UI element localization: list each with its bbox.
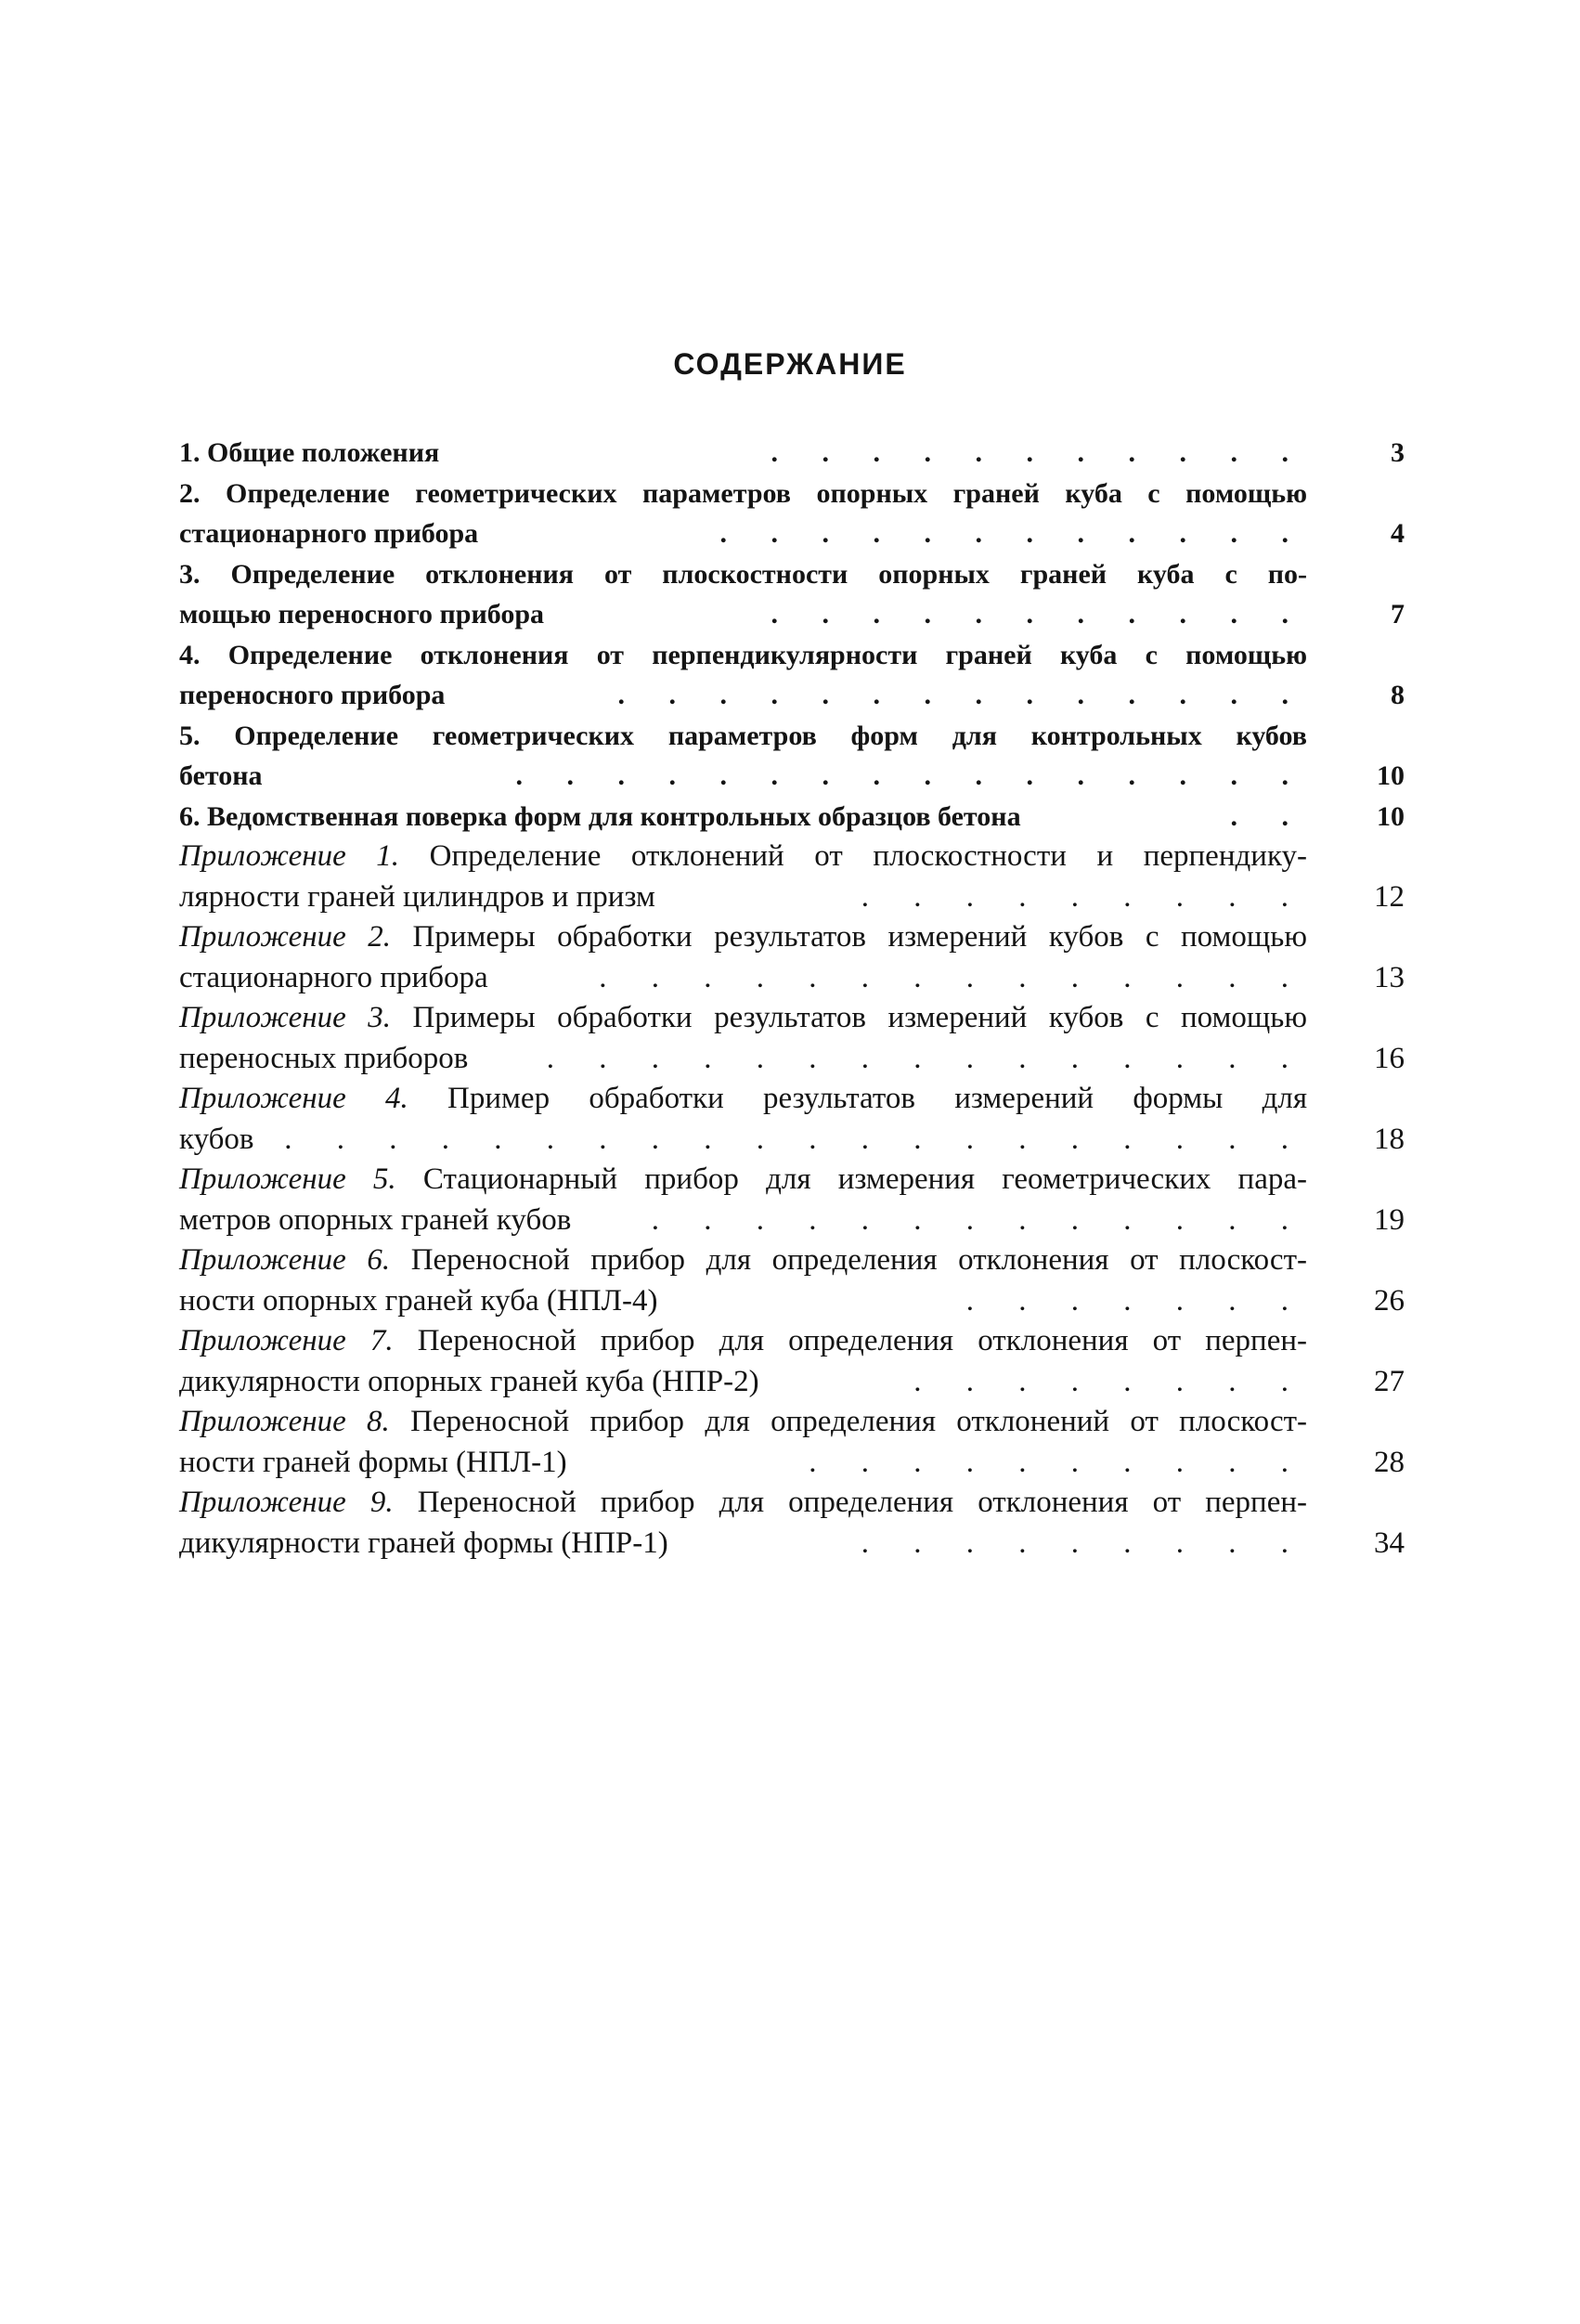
leader-dots: . . . . . . . . . . . . . . . . . . . . xyxy=(284,1122,1307,1156)
page-title: СОДЕРЖАНИЕ xyxy=(673,347,907,381)
toc-entry[interactable] xyxy=(179,1402,1405,1483)
toc-entry-title: 4. Определение отклонения от перпендикулярности граней куба с помощью xyxy=(179,639,1307,670)
toc-entry-title: дикулярности опорных граней куба (НПР-2) xyxy=(179,1364,759,1398)
toc-entry-line xyxy=(179,1240,1405,1281)
appendix-label: Приложение 4. xyxy=(179,1082,408,1115)
toc-entry-text xyxy=(179,635,1307,676)
toc-entry-title: Переносной прибор для определения отклонения от перпен- xyxy=(393,1486,1307,1519)
toc-entry-line xyxy=(179,1201,1405,1241)
toc-entry-line xyxy=(179,474,1405,514)
toc-entry-title: переносного прибора xyxy=(179,680,446,710)
toc-entry-title: Переносной прибор для определения отклонения от плоскост- xyxy=(390,1243,1307,1277)
leader-dots: . . . . . . . . . . xyxy=(809,1445,1307,1479)
toc-entry-line xyxy=(179,756,1405,797)
leader-dots: . . . . . . . xyxy=(965,1283,1307,1318)
toc-entry-text xyxy=(179,1321,1307,1362)
page-number: 18 xyxy=(1374,1122,1405,1156)
toc-entry-title: 1. Общие положения xyxy=(179,437,440,468)
leader-dots: . . xyxy=(1230,800,1307,832)
leader-dots: . . . . . . . . . . . . . . . . xyxy=(515,760,1307,791)
toc-entry-title: Переносной прибор для определения отклонения от перпен- xyxy=(393,1324,1307,1357)
toc-entry-text xyxy=(179,958,488,999)
appendix-label: Приложение 7. xyxy=(179,1324,394,1357)
leader-dots: . . . . . . . . . . . . xyxy=(719,518,1307,549)
appendix-label: Приложение 2. xyxy=(179,920,391,954)
toc-entry-line xyxy=(179,675,1405,716)
appendix-label: Приложение 9. xyxy=(179,1486,394,1519)
toc-entry-title: 2. Определение геометрических параметров опорных граней куба с помощью xyxy=(179,477,1307,509)
toc-entry-text xyxy=(179,675,445,716)
toc-entry-title: Примеры обработки результатов измерений кубов с помощью xyxy=(390,920,1307,954)
toc-entry-text xyxy=(179,1039,468,1080)
appendix-label: Приложение 8. xyxy=(179,1405,390,1438)
toc-entry-title: ности опорных граней куба (НПЛ-4) xyxy=(179,1283,658,1318)
leader-dots: . . . . . . . . . . . . . . xyxy=(599,960,1307,994)
page-number: 8 xyxy=(1391,680,1405,710)
toc-entry-line xyxy=(179,554,1405,595)
appendix-label: Приложение 3. xyxy=(179,1001,391,1034)
toc-entry-text xyxy=(179,998,1307,1039)
page-number: 34 xyxy=(1374,1526,1405,1560)
toc-entry-text xyxy=(179,513,478,554)
toc-entry-text xyxy=(179,594,544,635)
toc-entry-text xyxy=(179,1281,657,1322)
page-number: 13 xyxy=(1374,960,1405,994)
toc-entry-text xyxy=(179,474,1307,514)
toc-entry-text xyxy=(179,877,655,918)
appendix-label: Приложение 6. xyxy=(179,1243,391,1277)
toc-entry-title: стационарного прибора xyxy=(179,518,479,549)
toc-entry-line xyxy=(179,635,1405,676)
toc-entry-title: метров опорных граней кубов xyxy=(179,1202,572,1237)
toc-entry-title: Стационарный прибор для измерения геометрических пара- xyxy=(395,1162,1307,1196)
toc-entry-title: переносных приборов xyxy=(179,1041,469,1075)
leader-dots: . . . . . . . . . xyxy=(861,879,1307,914)
leader-dots: . . . . . . . . . xyxy=(861,1526,1307,1560)
toc-entry-text xyxy=(179,797,1021,837)
page-number: 26 xyxy=(1374,1283,1405,1318)
toc-entry[interactable] xyxy=(179,917,1405,998)
toc-entry-line xyxy=(179,1160,1405,1201)
toc-entry-line xyxy=(179,1281,1405,1322)
toc-entry[interactable] xyxy=(179,1321,1405,1402)
toc-entry[interactable] xyxy=(179,635,1405,716)
toc-entry-line xyxy=(179,716,1405,757)
table-of-contents xyxy=(179,433,1405,1564)
leader-dots: . . . . . . . . . . . xyxy=(771,599,1307,630)
toc-entry-line xyxy=(179,1079,1405,1120)
toc-entry-title: Примеры обработки результатов измерений кубов с помощью xyxy=(390,1001,1307,1034)
toc-entry-title: 5. Определение геометрических параметров форм для контрольных кубов xyxy=(179,720,1307,751)
toc-entry-title: мощью переносного прибора xyxy=(179,599,545,630)
toc-entry-line xyxy=(179,1321,1405,1362)
toc-entry-line xyxy=(179,433,1405,474)
toc-entry-line xyxy=(179,1524,1405,1564)
toc-entry-title: Переносной прибор для определения отклонений от плоскост- xyxy=(389,1405,1307,1438)
toc-entry-text xyxy=(179,1483,1307,1524)
toc-entry[interactable] xyxy=(179,837,1405,917)
toc-entry[interactable] xyxy=(179,716,1405,797)
toc-entry[interactable] xyxy=(179,433,1405,474)
toc-entry-line xyxy=(179,958,1405,999)
toc-entry-text xyxy=(179,1524,668,1564)
appendix-label: Приложение 5. xyxy=(179,1162,396,1196)
toc-entry[interactable] xyxy=(179,998,1405,1079)
toc-entry-line xyxy=(179,1402,1405,1443)
toc-entry-line xyxy=(179,594,1405,635)
toc-entry-text xyxy=(179,1160,1307,1201)
toc-entry-title: лярности граней цилиндров и призм xyxy=(179,879,655,914)
toc-entry[interactable] xyxy=(179,1483,1405,1564)
toc-entry-title: стационарного прибора xyxy=(179,960,488,994)
toc-entry-text xyxy=(179,1120,254,1161)
toc-entry-text xyxy=(179,433,439,474)
leader-dots: . . . . . . . . . . . . . . . xyxy=(546,1041,1307,1075)
toc-entry-text xyxy=(179,554,1307,595)
toc-entry-title: Пример обработки результатов измерений формы для xyxy=(408,1082,1308,1115)
toc-entry-text xyxy=(179,1402,1307,1443)
toc-entry-line xyxy=(179,1039,1405,1080)
toc-entry-line xyxy=(179,917,1405,958)
toc-entry-line xyxy=(179,1483,1405,1524)
toc-entry[interactable] xyxy=(179,1160,1405,1240)
toc-entry-text xyxy=(179,756,263,797)
toc-entry-text xyxy=(179,1443,567,1484)
toc-entry-title: бетона xyxy=(179,760,263,791)
toc-entry-line xyxy=(179,1443,1405,1484)
toc-entry-line xyxy=(179,877,1405,918)
page-number: 16 xyxy=(1374,1041,1405,1075)
toc-entry-line xyxy=(179,797,1405,837)
page-number: 7 xyxy=(1391,599,1405,630)
toc-entry-title: дикулярности граней формы (НПР-1) xyxy=(179,1526,668,1560)
toc-entry-text xyxy=(179,1201,571,1241)
page-number: 10 xyxy=(1377,800,1405,832)
toc-entry-title: 3. Определение отклонения от плоскостности опорных граней куба с по- xyxy=(179,558,1307,590)
toc-entry[interactable] xyxy=(179,797,1405,837)
toc-entry-line xyxy=(179,998,1405,1039)
page-number: 19 xyxy=(1374,1202,1405,1237)
toc-entry-text xyxy=(179,917,1307,958)
page-number: 4 xyxy=(1391,518,1405,549)
leader-dots: . . . . . . . . . . . . . . xyxy=(617,680,1307,710)
toc-entry-text xyxy=(179,1079,1307,1120)
toc-entry-title: 6. Ведомственная поверка форм для контрольных образцов бетона xyxy=(179,800,1021,832)
appendix-label: Приложение 1. xyxy=(179,839,400,873)
leader-dots: . . . . . . . . . . . . . xyxy=(651,1202,1307,1237)
toc-entry-text xyxy=(179,1362,759,1403)
toc-entry-line xyxy=(179,1120,1405,1161)
toc-entry-text xyxy=(179,716,1307,757)
toc-entry-line xyxy=(179,837,1405,877)
toc-entry[interactable] xyxy=(179,1079,1405,1160)
toc-entry[interactable] xyxy=(179,474,1405,554)
toc-entry[interactable] xyxy=(179,1240,1405,1321)
page-number: 28 xyxy=(1374,1445,1405,1479)
leader-dots: . . . . . . . . xyxy=(913,1364,1307,1398)
toc-entry-line xyxy=(179,1362,1405,1403)
toc-entry-title: кубов xyxy=(179,1122,254,1156)
toc-entry-text xyxy=(179,1240,1307,1281)
toc-entry-title: ности граней формы (НПЛ-1) xyxy=(179,1445,567,1479)
toc-entry-line xyxy=(179,513,1405,554)
toc-entry[interactable] xyxy=(179,554,1405,635)
page-number: 27 xyxy=(1374,1364,1405,1398)
toc-entry-title: Определение отклонений от плоскостности и перпендику- xyxy=(399,839,1307,873)
page-number: 12 xyxy=(1374,879,1405,914)
leader-dots: . . . . . . . . . . . xyxy=(771,437,1307,468)
page-number: 10 xyxy=(1377,760,1405,791)
page-number: 3 xyxy=(1391,437,1405,468)
toc-entry-text xyxy=(179,837,1307,877)
